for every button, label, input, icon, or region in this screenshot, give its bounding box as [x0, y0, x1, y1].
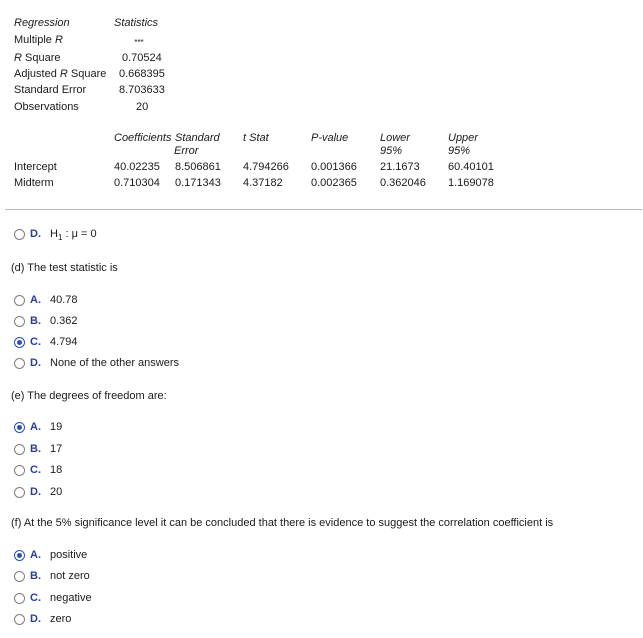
option-d-c-letter: C.	[30, 336, 41, 348]
hypothesis-d-letter: D.	[30, 228, 41, 240]
radio-d-b[interactable]	[14, 316, 25, 327]
option-e-b-letter: B.	[30, 443, 41, 455]
col-header-t-stat: t Stat	[243, 132, 269, 144]
option-f-c-letter: C.	[30, 592, 41, 604]
cell-midterm-lower: 0.362046	[380, 177, 426, 189]
cell-intercept-lower: 21.1673	[380, 161, 420, 173]
cell-midterm-p: 0.002365	[311, 177, 357, 189]
stat-label-r-square: R Square	[14, 52, 61, 64]
option-e-d-letter: D.	[30, 486, 41, 498]
radio-f-b[interactable]	[14, 571, 25, 582]
section-divider	[5, 209, 642, 210]
option-d-a-text[interactable]: 40.78	[50, 294, 78, 306]
cell-midterm-se: 0.171343	[175, 177, 221, 189]
cell-midterm-upper: 1.169078	[448, 177, 494, 189]
regression-header-right: Statistics	[114, 17, 159, 29]
radio-e-d[interactable]	[14, 487, 25, 498]
question-f-prompt: (f) At the 5% significance level it can be concluded that there is evidence to suggest the correlation coefficient is	[11, 517, 554, 529]
stat-label-adj-r-square: Adjusted R Square	[14, 68, 107, 80]
option-f-d-text[interactable]: zero	[50, 613, 72, 625]
cell-midterm-t: 4.37182	[243, 177, 283, 189]
row-label-intercept: Intercept	[14, 161, 57, 173]
option-d-b-letter: B.	[30, 315, 41, 327]
option-f-a-letter: A.	[30, 549, 41, 561]
col-header-std-error-2: Error	[174, 145, 199, 157]
option-d-c-text[interactable]: 4.794	[50, 336, 78, 348]
cell-intercept-se: 8.506861	[175, 161, 221, 173]
option-e-b-text[interactable]: 17	[50, 443, 63, 455]
row-label-midterm: Midterm	[14, 177, 54, 189]
option-e-a-letter: A.	[30, 421, 41, 433]
stat-label-multiple-r: Multiple R	[14, 34, 63, 46]
col-header-lower-2: 95%	[380, 145, 403, 157]
col-header-p-value: P-value	[311, 132, 349, 144]
stat-value-standard-error: 8.703633	[119, 84, 165, 96]
question-e-prompt: (e) The degrees of freedom are:	[11, 390, 167, 402]
cell-midterm-coef: 0.710304	[114, 177, 160, 189]
cell-intercept-coef: 40.02235	[114, 161, 160, 173]
option-e-c-text[interactable]: 18	[50, 464, 63, 476]
regression-header-left: Regression	[14, 17, 70, 29]
stat-value-r-square: 0.70524	[122, 52, 162, 64]
option-d-b-text[interactable]: 0.362	[50, 315, 78, 327]
radio-e-b[interactable]	[14, 444, 25, 455]
stat-label-standard-error: Standard Error	[14, 84, 87, 96]
col-header-upper-2: 95%	[448, 145, 471, 157]
col-header-std-error-1: Standard	[175, 132, 220, 144]
radio-f-c[interactable]	[14, 593, 25, 604]
radio-f-d[interactable]	[14, 614, 25, 625]
stat-value-multiple-r: ***	[134, 38, 144, 47]
radio-e-a[interactable]	[14, 422, 25, 433]
stat-label-observations: Observations	[14, 101, 79, 113]
option-d-d-letter: D.	[30, 357, 41, 369]
col-header-upper-1: Upper	[448, 132, 478, 144]
option-d-a-letter: A.	[30, 294, 41, 306]
option-f-b-text[interactable]: not zero	[50, 570, 90, 582]
cell-intercept-t: 4.794266	[243, 161, 289, 173]
radio-d-a[interactable]	[14, 295, 25, 306]
radio-f-a[interactable]	[14, 550, 25, 561]
option-d-d-text[interactable]: None of the other answers	[50, 357, 180, 369]
option-f-a-text[interactable]: positive	[50, 549, 88, 561]
option-e-d-text[interactable]: 20	[50, 486, 63, 498]
option-f-b-letter: B.	[30, 570, 41, 582]
radio-hypothesis-d[interactable]	[14, 229, 25, 240]
option-f-c-text[interactable]: negative	[50, 592, 92, 604]
option-e-c-letter: C.	[30, 464, 41, 476]
stat-value-adj-r-square: 0.668395	[119, 68, 165, 80]
option-e-a-text[interactable]: 19	[50, 421, 63, 433]
hypothesis-d-text: $H_1$ : μ = 0	[50, 228, 97, 242]
radio-e-c[interactable]	[14, 465, 25, 476]
radio-d-c[interactable]	[14, 337, 25, 348]
radio-d-d[interactable]	[14, 358, 25, 369]
col-header-lower-1: Lower	[380, 132, 410, 144]
cell-intercept-p: 0.001366	[311, 161, 357, 173]
cell-intercept-upper: 60.40101	[448, 161, 494, 173]
option-f-d-letter: D.	[30, 613, 41, 625]
col-header-coefficients: Coefficients	[114, 132, 172, 144]
stat-value-observations: 20	[136, 101, 149, 113]
question-d-prompt: (d) The test statistic is	[11, 262, 118, 274]
